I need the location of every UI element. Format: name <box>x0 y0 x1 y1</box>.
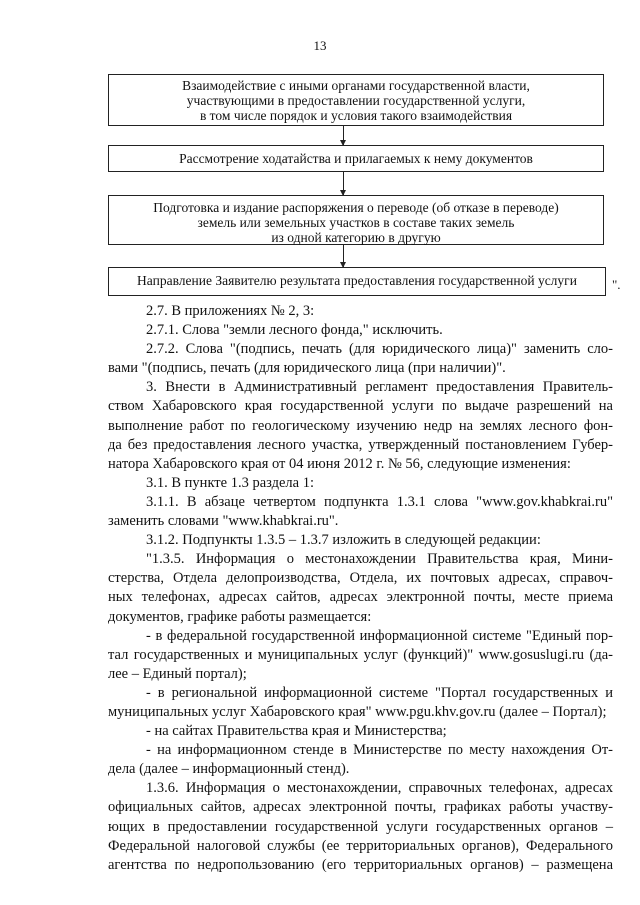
paragraph: - в региональной информационной системе "Портал государственных и муниципальных услуг Хабаровского края" www.pgu.khv.gov.ru (далее – Портал); <box>108 684 613 720</box>
paragraph: 2.7. В приложениях № 2, 3: <box>146 303 315 319</box>
paragraph: 3.1. В пункте 1.3 раздела 1: <box>146 474 314 491</box>
flowchart-box-result <box>108 267 606 296</box>
flowchart-box-order <box>108 195 604 245</box>
flow-arrow-icon <box>343 172 344 195</box>
flowchart-box-review <box>108 145 604 172</box>
paragraph: - в федеральной государственной информационной системе "Единый пор- тал государственных и муниципальных услуг (функций)" www.gosuslugi.ru (да- лее – Единый портал); <box>108 627 613 682</box>
paragraph: "1.3.5. Информация о местонахождении Правительства края, Мини- стерства, Отдела делопроизводства, Отдела, их почтовых адресах, справоч- ных телефонах, адресах сайтов, адресах электронной почты, месте приема документов, графике работы размещается: <box>108 551 613 625</box>
flow-arrow-icon <box>343 126 344 145</box>
paragraph: 2.7.1. Слова "земли лесного фонда," исключить. <box>146 322 443 339</box>
document-body <box>108 302 613 875</box>
flow-arrow-icon <box>343 245 344 267</box>
paragraph: 1.3.6. Информация о местонахождении, справочных телефонах, адресах официальных сайтов, адресах электронной почты, графиках работы участву- ющих в предоставлении государственной услуги государственных органов – Федеральной налоговой службы (ее территориальных органов), Федерального агентства по недропользованию (его территориальных органов) – размещена <box>108 780 613 873</box>
box-line: Рассмотрение ходатайства и прилагаемых к нему документов <box>179 151 533 166</box>
paragraph: 3.1.2. Подпункты 1.3.5 – 1.3.7 изложить в следующей редакции: <box>146 532 541 549</box>
flowchart-box-interaction <box>108 74 604 126</box>
closing-quote: ". <box>612 277 621 292</box>
paragraph: 2.7.2. Слова "(подпись, печать (для юридического лица)" заменить сло- вами "(подпись, печать (для юридического лица (при наличии)". <box>108 341 613 377</box>
page-number: 13 <box>313 38 327 53</box>
box-line: земель или земельных участков в составе таких земель <box>197 215 515 230</box>
box-line: Направление Заявителю результата предоставления государственной услуги <box>137 273 577 288</box>
box-line: в том числе порядок и условия такого взаимодействия <box>199 108 513 123</box>
paragraph: - на информационном стенде в Министерстве по месту нахождения От- дела (далее – информационный стенд). <box>108 742 613 778</box>
box-line: Взаимодействие с иными органами государственной власти, <box>182 78 530 93</box>
paragraph: - на сайтах Правительства края и Министерства; <box>146 723 447 740</box>
box-line: из одной категорию в другую <box>271 230 441 245</box>
paragraph: 3. Внести в Административный регламент предоставления Правитель- ством Хабаровского края государственной услуги по выдаче разрешений на выполнение работ по геологическому изучению недр на землях лесного фон- да без предоставления лесного участка, утвержденный постановлением Губер- натора Хабаровского края от 04 июня 2012 г. № 56, следующие изменения: <box>108 379 613 472</box>
paragraph: 3.1.1. В абзаце четвертом подпункта 1.3.1 слова "www.gov.khabkrai.ru" заменить словами "www.khabkrai.ru". <box>108 493 613 530</box>
box-line: участвующими в предоставлении государственной услуги, <box>186 93 526 108</box>
box-line: Подготовка и издание распоряжения о переводе (об отказе в переводе) <box>153 200 559 215</box>
